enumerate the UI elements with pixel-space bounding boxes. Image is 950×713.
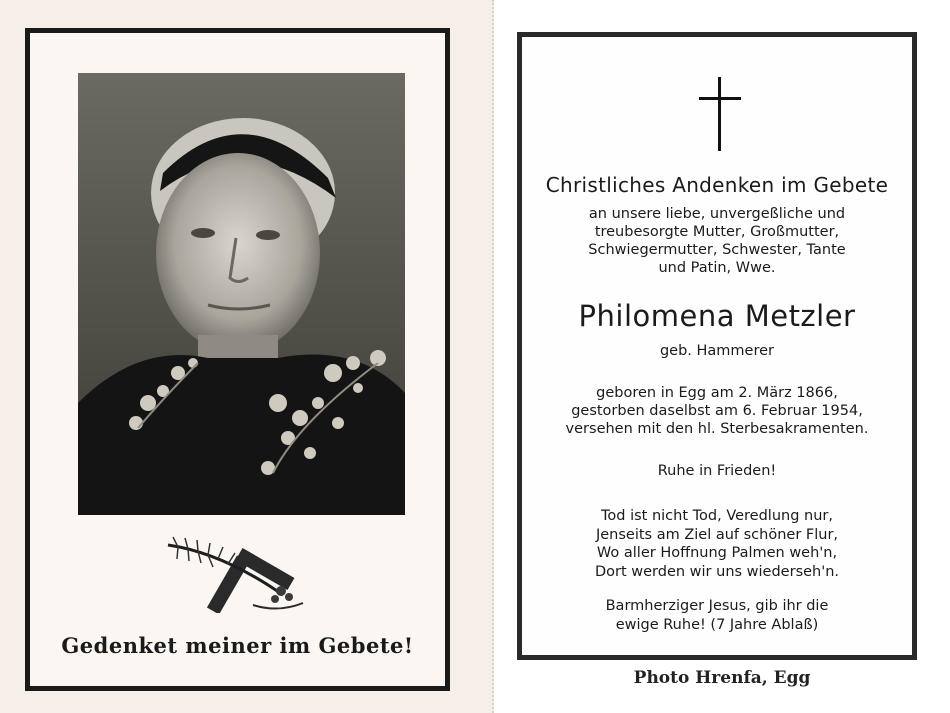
poem-line: Dort werden wir uns wiederseh'n.: [594, 563, 840, 580]
poem-line: Tod ist nicht Tod, Veredlung nur,: [601, 508, 833, 524]
dedication-line: an unsere liebe, unvergeßliche und: [588, 206, 846, 222]
right-memorial-card: [494, 0, 950, 713]
prayer: [522, 597, 912, 634]
right-card-frame: [517, 32, 917, 660]
life-dates-line: geboren in Egg am 2. März 1866,: [596, 385, 838, 401]
life-dates-line: versehen mit den hl. Sterbesakramenten.: [565, 421, 869, 437]
prayer-line: Barmherziger Jesus, gib ihr die: [605, 598, 829, 614]
dedication-line: und Patin, Wwe.: [658, 260, 776, 276]
poem-line: Jenseits am Ziel auf schöner Flur,: [595, 526, 839, 543]
photo-credit: Photo Hrenfa, Egg: [633, 668, 811, 688]
poem-line: Wo aller Hoffnung Palmen weh'n,: [596, 545, 838, 561]
card-heading: Christliches Andenken im Gebete: [545, 173, 889, 197]
portrait-photo: [78, 73, 405, 515]
rest-in-peace: Ruhe in Frieden!: [657, 463, 777, 479]
cross-palm-emblem: [163, 533, 323, 613]
deceased-name: Philomena Metzler: [578, 299, 856, 333]
prayer-line: ewige Ruhe! (7 Jahre Ablaß): [615, 616, 819, 633]
dedication-line: treubesorgte Mutter, Großmutter,: [594, 224, 840, 240]
life-dates-line: gestorben daselbst am 6. Februar 1954,: [571, 403, 863, 419]
poem: [522, 507, 912, 581]
cross-icon: [697, 77, 743, 151]
maiden-name: geb. Hammerer: [659, 343, 775, 359]
dedication-text: [522, 205, 912, 277]
dedication-line: Schwiegermutter, Schwester, Tante: [588, 242, 846, 258]
portrait-image: [78, 73, 405, 515]
life-dates: [522, 384, 912, 438]
memorial-caption: Gedenket meiner im Gebete!: [61, 633, 414, 658]
left-card-frame: [25, 28, 450, 691]
